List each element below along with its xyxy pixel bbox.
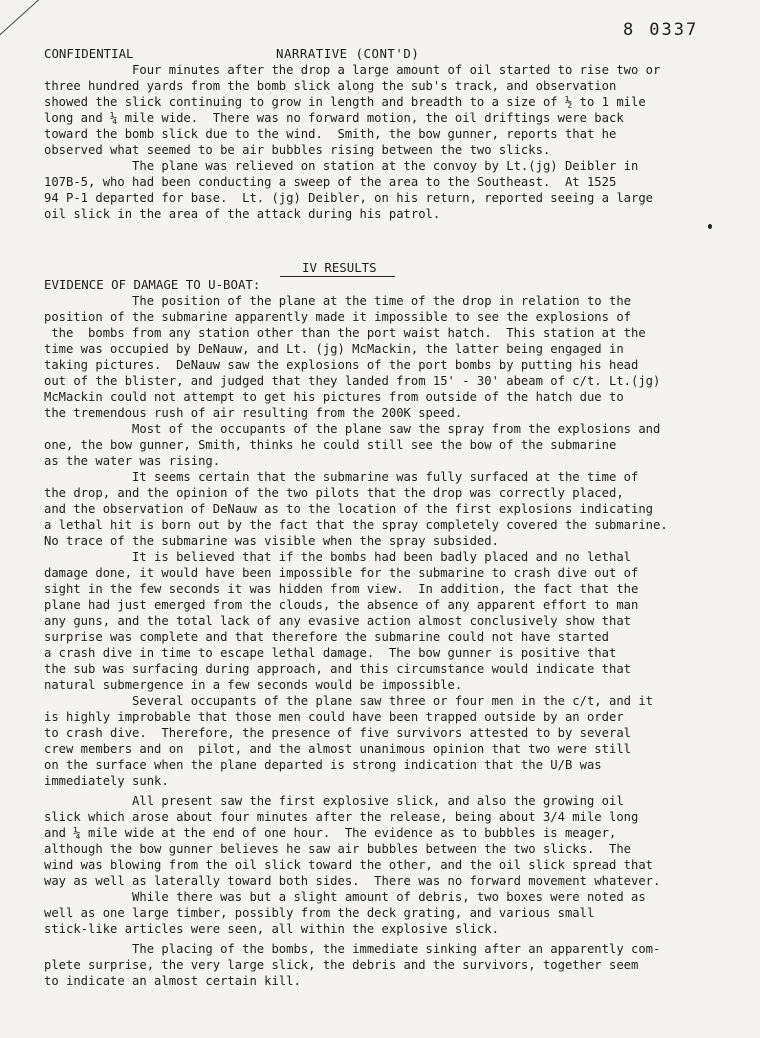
text-line: oil slick in the area of the attack during his patrol.: [44, 207, 441, 221]
text-line: stick-like articles were seen, all within the explosive slick.: [44, 922, 499, 936]
text-line: the drop, and the opinion of the two pilots that the drop was correctly placed,: [44, 486, 624, 500]
ink-mark: [708, 224, 712, 229]
text-line: one, the bow gunner, Smith, thinks he could still see the bow of the submarine: [44, 438, 617, 452]
text-line: time was occupied by DeNauw, and Lt. (jg) McMackin, the latter being engaged in: [44, 342, 624, 356]
corner-fold-line: [0, 0, 48, 80]
text-line: 94 P-1 departed for base. Lt. (jg) Deibler, on his return, reported seeing a large: [44, 191, 654, 205]
text-line: plane had just emerged from the clouds, the absence of any apparent effort to man: [44, 598, 639, 612]
text-line: crew members and on pilot, and the almost unanimous opinion that two were still: [44, 742, 631, 756]
narrative-heading: NARRATIVE (CONT'D): [276, 46, 420, 61]
text-line: to crash dive. Therefore, the presence of five survivors attested to by several: [44, 726, 631, 740]
text-line: toward the bomb slick due to the wind. Smith, the bow gunner, reports that he: [44, 127, 617, 141]
text-line: McMackin could not attempt to get his pictures from outside of the hatch due to: [44, 390, 624, 404]
text-line: Four minutes after the drop a large amount of oil started to rise two or: [44, 63, 661, 77]
text-line: showed the slick continuing to grow in length and breadth to a size of ½ to 1 mile: [44, 95, 646, 109]
text-line: is highly improbable that those men could have been trapped outside by an order: [44, 710, 624, 724]
text-line: The position of the plane at the time of the drop in relation to the: [44, 294, 631, 308]
text-line: well as one large timber, possibly from the deck grating, and various small: [44, 906, 595, 920]
text-line: sight in the few seconds it was hidden from view. In addition, the fact that the: [44, 582, 639, 596]
text-line: the tremendous rush of air resulting from the 200K speed.: [44, 406, 463, 420]
text-line: the sub was surfacing during approach, and this circumstance would indicate that: [44, 662, 631, 676]
text-line: a lethal hit is born out by the fact that the spray completely covered the submarine.: [44, 518, 668, 532]
text-line: although the bow gunner believes he saw air bubbles between the two slicks. The: [44, 842, 631, 856]
text-line: on the surface when the plane departed is strong indication that the U/B was: [44, 758, 602, 772]
text-line: slick which arose about four minutes after the release, being about 3/4 mile long: [44, 810, 639, 824]
text-line: position of the submarine apparently made it impossible to see the explosions of: [44, 310, 631, 324]
text-line: All present saw the first explosive slick, and also the growing oil: [44, 794, 624, 808]
text-line: No trace of the submarine was visible when the spray subsided.: [44, 534, 499, 548]
text-line: surprise was complete and that therefore the submarine could not have started: [44, 630, 609, 644]
text-line: Several occupants of the plane saw three or four men in the c/t, and it: [44, 694, 654, 708]
text-line: plete surprise, the very large slick, the debris and the survivors, together seem: [44, 958, 639, 972]
text-line: wind was blowing from the oil slick toward the other, and the oil slick spread that: [44, 858, 654, 872]
text-line: immediately sunk.: [44, 774, 169, 788]
page-number-value: 0337: [649, 20, 699, 40]
text-line: damage done, it would have been impossible for the submarine to crash dive out of: [44, 566, 639, 580]
section-title: IV RESULTS: [280, 260, 395, 277]
text-line: The placing of the bombs, the immediate sinking after an apparently com-: [44, 942, 661, 956]
text-line: It seems certain that the submarine was fully surfaced at the time of: [44, 470, 639, 484]
text-line: and ¼ mile wide at the end of one hour. The evidence as to bubbles is meager,: [44, 826, 617, 840]
text-line: The plane was relieved on station at the convoy by Lt.(jg) Deibler in: [44, 159, 639, 173]
text-line: as the water was rising.: [44, 454, 221, 468]
section-subheading: EVIDENCE OF DAMAGE TO U-BOAT:: [44, 277, 261, 292]
text-line: any guns, and the total lack of any evasive action almost conclusively show that: [44, 614, 631, 628]
page-number-prefix: 8: [623, 20, 636, 40]
text-line: a crash dive in time to escape lethal damage. The bow gunner is positive that: [44, 646, 617, 660]
text-line: 107B-5, who had been conducting a sweep of the area to the Southeast. At 1525: [44, 175, 617, 189]
text-line: While there was but a slight amount of debris, two boxes were noted as: [44, 890, 646, 904]
text-line: natural submergence in a few seconds would be impossible.: [44, 678, 463, 692]
text-line: the bombs from any station other than the port waist hatch. This station at the: [44, 326, 646, 340]
text-line: and the observation of DeNauw as to the location of the first explosions indicating: [44, 502, 654, 516]
classification-label: CONFIDENTIAL: [44, 46, 134, 61]
text-line: out of the blister, and judged that they landed from 15' - 30' abeam of c/t. Lt.(jg): [44, 374, 661, 388]
text-line: to indicate an almost certain kill.: [44, 974, 301, 988]
text-line: Most of the occupants of the plane saw the spray from the explosions and: [44, 422, 661, 436]
text-line: way as well as laterally toward both sides. There was no forward movement whatever.: [44, 874, 661, 888]
text-line: It is believed that if the bombs had been badly placed and no lethal: [44, 550, 631, 564]
text-line: three hundred yards from the bomb slick along the sub's track, and observation: [44, 79, 617, 93]
text-line: long and ¼ mile wide. There was no forward motion, the oil driftings were back: [44, 111, 624, 125]
text-line: taking pictures. DeNauw saw the explosions of the port bombs by putting his head: [44, 358, 639, 372]
page-number: [623, 20, 712, 40]
text-line: observed what seemed to be air bubbles rising between the two slicks.: [44, 143, 551, 157]
